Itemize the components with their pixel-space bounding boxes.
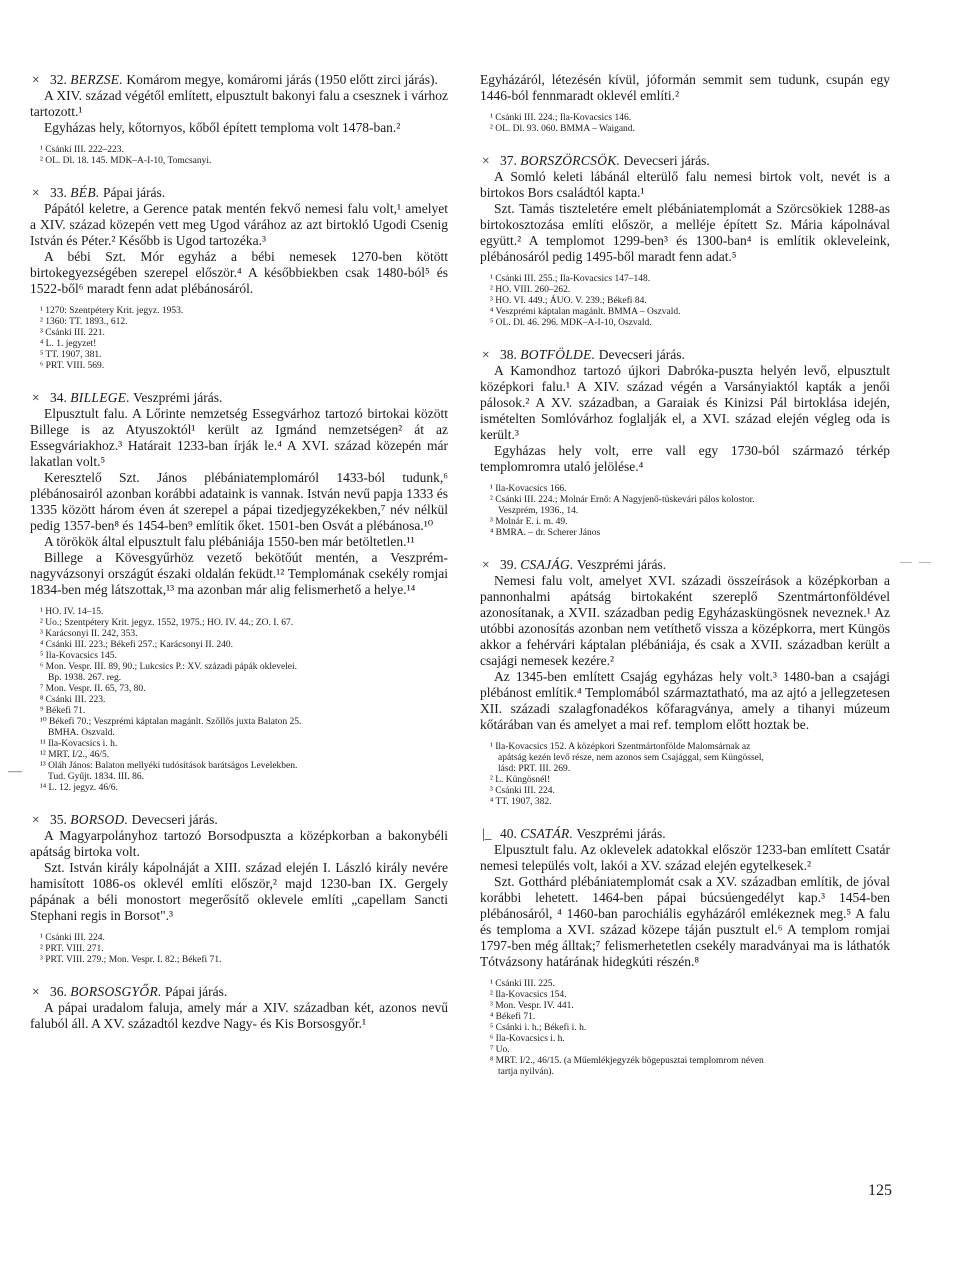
footnote: ¹⁰ Békefi 70.; Veszprémi káptalan magánlt. Szőllős juxta Balaton 25.: [40, 717, 302, 727]
footnote: ² OL. Dl. 18. 145. MDK–A-I-10, Tomcsanyi.: [40, 156, 212, 166]
article-entry: [480, 557, 890, 808]
article-entry: [480, 72, 890, 135]
entry-mark: ×: [32, 185, 40, 200]
footnote: Veszprém, 1936., 14.: [498, 506, 579, 516]
page-number: 125: [868, 1182, 892, 1199]
footnote: ⁸ Csánki III. 223.: [40, 695, 106, 705]
footnotes: [490, 484, 890, 539]
footnotes: [490, 742, 890, 808]
entry-district: Komárom megye, komáromi járás (1950 előtt zirci járás).: [126, 72, 438, 87]
entry-mark: ×: [482, 557, 490, 572]
body-paragraph: A Kamondhoz tartozó újkori Dabróka-puszta helyén levő, elpusztult középkori falu.¹ A XIV. század végén a Varsányiaktól kapták a jenői pálosok.² A XV. században, a Garaiak és Kinizsi Pál birtoklása idején, ismételten Somlóvárhoz foglalják el, a XVI. század elején végleg oda is került.³: [480, 363, 890, 442]
footnote: ¹ Ila-Kovacsics 166.: [490, 484, 567, 494]
footnote: apátság kezén levő része, nem azonos sem Csajággal, sem Küngössel,: [498, 753, 764, 763]
entry-place-name: CSATÁR.: [520, 826, 574, 841]
entry-place-name: CSAJÁG.: [520, 557, 574, 572]
footnote: ¹ Csánki III. 225.: [490, 979, 555, 989]
footnote: ⁴ L. 1. jegyzet!: [40, 339, 97, 349]
footnote: ¹ Csánki III. 224.: [40, 933, 105, 943]
body-paragraph: Billege a Kövesgyűrhöz vezető bekötőút mentén, a Veszprém-nagyvázsonyi országút északi oldalán feküdt.¹² Templomának csekély romjai 1834-ben még látszottak,¹³ ma azonban már alig felismerhető a helye.¹⁴: [30, 550, 448, 597]
footnote: ³ Mon. Vespr. IV. 441.: [490, 1001, 574, 1011]
footnote: ¹ 1270: Szentpétery Krit. jegyz. 1953.: [40, 306, 184, 316]
footnote: ⁴ Békefi 71.: [490, 1012, 536, 1022]
footnote: ¹³ Oláh János: Balaton mellyéki tudósítások barátságos Levelekben.: [40, 761, 298, 771]
entry-mark: ×: [32, 812, 40, 827]
body-paragraph: Az 1345-ben említett Csajág egyházas hely volt.³ 1480-ban a csajági plébánost említik.⁴ Templomából származtatható, ma az ajtó a jellegzetesen XII. századi szalagfonadékos kőfaragványa, amely a tihanyi múzeum kőtárában van és amelyet a mai ref. templom előtt hoztak be.: [480, 669, 890, 732]
body-paragraph: A bébi Szt. Mór egyház a bébi nemesek 1270-ben kötött birtokegyezségében szerepel először.⁴ A későbbiekben csak 1480-ból⁵ és 1522-ből⁶ maradt fenn adat plébánosáról.: [30, 249, 448, 296]
footnote: ⁶ PRT. VIII. 569.: [40, 361, 105, 371]
footnote: ¹ Ila-Kovacsics 152. A középkori Szentmártonfölde Malomsárnak az: [490, 742, 751, 752]
entry-place-name: BORSZÖRCSÖK.: [520, 153, 621, 168]
entry-district: Pápai járás.: [102, 185, 166, 200]
entry-heading: [480, 347, 890, 363]
footnote: ² Uo.; Szentpétery Krit. jegyz. 1552, 1975.; HO. IV. 44.; ZO. I. 67.: [40, 618, 294, 628]
footnotes: [490, 113, 890, 135]
entry-number: 34.: [50, 390, 67, 405]
article-entry: [30, 390, 448, 794]
footnotes: [490, 274, 890, 329]
entry-place-name: BILLEGE.: [70, 390, 131, 405]
footnotes: [40, 933, 448, 966]
body-paragraph: A Somló keleti lábánál elterülő falu nemesi birtok volt, nevét is a birtokos Bors családtól kapta.¹: [480, 169, 890, 200]
body-paragraph: Elpusztult falu. Az oklevelek adatokkal először 1233-ban említett Csatár nemesi település volt, lakói a XV. század elején egytelkesek.²: [480, 842, 890, 873]
entry-heading: [30, 72, 448, 88]
footnote: tartja nyilván).: [498, 1067, 554, 1077]
footnote: Bp. 1938. 267. reg.: [48, 673, 122, 683]
entry-district: Devecseri járás.: [623, 153, 710, 168]
footnote: ² HO. VIII. 260–262.: [490, 285, 571, 295]
footnotes: [40, 306, 448, 372]
entry-place-name: BÉB.: [70, 185, 100, 200]
footnote: ⁴ TT. 1907, 382.: [490, 797, 552, 807]
entry-mark: ×: [482, 153, 490, 168]
entry-heading: [30, 185, 448, 201]
body-paragraph: A törökök által elpusztult falu plébániája 1550-ben már betöltetlen.¹¹: [44, 534, 415, 549]
entry-mark: ×: [32, 72, 40, 87]
entry-district: Veszprémi járás.: [576, 557, 667, 572]
footnote: ¹¹ Ila-Kovacsics i. h.: [40, 739, 118, 749]
entry-place-name: BOTFÖLDE.: [520, 347, 596, 362]
entry-mark: |_: [482, 826, 492, 841]
footnote: ⁵ Csánki i. h.; Békefi i. h.: [490, 1023, 587, 1033]
footnote: ⁵ Ila-Kovacsics 145.: [40, 651, 117, 661]
entry-heading: [480, 557, 890, 573]
article-entry: [480, 347, 890, 539]
footnote: ⁶ Ila-Kovacsics i. h.: [490, 1034, 565, 1044]
footnote: ⁷ Mon. Vespr. II. 65, 73, 80.: [40, 684, 146, 694]
body-paragraph: Pápától keletre, a Gerence patak mentén fekvő nemesi falu volt,¹ amelyet a XIV. század közepén vett meg Ugod várához az azt birtokló Ugodi Csenig István és Péter.² Később is Ugod tartozéka.³: [30, 201, 448, 248]
footnote: ² 1360: TT. 1893., 612.: [40, 317, 128, 327]
footnote: ³ Csánki III. 221.: [40, 328, 105, 338]
body-paragraph: Nemesi falu volt, amelyet XVI. századi összeírások a középkorban a pannonhalmi apátság birtokaként szereplő Szentmártonföldével azonosítanak, a XVII. században pedig Egyházasküngösnek neveznek.¹ Az utóbbi azonosítás azonban nem vetíthető vissza a középkorra, mert Küngös akkor a fehérvári káptalan plébániája, és csak a XVII. században került a csajági nemesek kezére.²: [480, 573, 890, 668]
footnote: ³ PRT. VIII. 279.; Mon. Vespr. I. 82.; Békefi 71.: [40, 955, 222, 965]
footnote: ⁴ BMRA. – dr. Scherer János: [490, 528, 601, 538]
entry-number: 35.: [50, 812, 67, 827]
body-paragraph: Egyházas hely volt, erre vall egy 1730-ból származó térkép templomromra utaló jelölése.⁴: [480, 443, 890, 474]
footnote: ⁵ OL. Dl. 46. 296. MDK–A-I-10, Oszvald.: [490, 318, 652, 328]
footnote: ³ HO. VI. 449.; ÁUO. V. 239.; Békefi 84.: [490, 296, 647, 306]
right-column: [480, 72, 890, 1096]
footnote: ¹⁴ L. 12. jegyz. 46/6.: [40, 783, 118, 793]
body-paragraph: A Magyarpolányhoz tartozó Borsodpuszta a középkorban a bakonybéli apátság birtoka volt.: [30, 828, 448, 859]
footnotes: [40, 145, 448, 167]
article-entry: [30, 984, 448, 1032]
footnote: ¹ Csánki III. 222–223.: [40, 145, 124, 155]
article-entry: [480, 826, 890, 1078]
footnote: ⁵ TT. 1907, 381.: [40, 350, 102, 360]
entry-heading: [480, 153, 890, 169]
footnote: ¹ Csánki III. 255.; Ila-Kovacsics 147–148.: [490, 274, 651, 284]
entry-mark: ×: [32, 390, 40, 405]
footnote: ⁸ MRT. I/2., 46/15. (a Műemlékjegyzék bögepusztai templomrom néven: [490, 1056, 764, 1066]
entry-number: 38.: [500, 347, 517, 362]
footnote: lásd: PRT. III. 269.: [498, 764, 571, 774]
body-paragraph: Keresztelő Szt. János plébániatemplomáról 1433-ból tudunk,⁶ plébánosairól azonban korábbi adataink is vannak. István nevű papja 1333 és 1335 között három éven át szerepel a pápai tizedjegyzékekben,⁷ név nélkül pedig 1357-ben⁸ és 1454-ben⁹ említik őket. 1501-ben Osvát a plébánosa.¹⁰: [30, 470, 448, 533]
body-paragraph: Szt. István király kápolnáját a XIII. század elején I. László király nevére hamisított 1086-os oklevél említi először,² majd 1230-ban IX. Gergely pápának a béli monostort megerősítő oklevele említi „capellam Sancti Stephani regis in Borsot".³: [30, 860, 448, 923]
entry-heading: [30, 390, 448, 406]
entry-place-name: BORSOSGYŐR.: [70, 984, 162, 999]
body-paragraph: Szt. Tamás tiszteletére emelt plébániatemplomát a Szörcsökiek 1288-as birtokosztozása említi először, a melléje épített Sz. Mária kápolnával együtt.² A templomot 1299-ben³ és 1300-ban⁴ is említik okleveleink, plébánosáról pedig 1495-ből maradt fenn adat.⁵: [480, 201, 890, 264]
article-entry: [30, 72, 448, 167]
footnotes: [40, 607, 448, 794]
footnote: ¹ HO. IV. 14–15.: [40, 607, 104, 617]
entry-mark: ×: [482, 347, 490, 362]
margin-mark: —: [8, 764, 22, 779]
footnote: ³ Karácsonyi II. 242, 353.: [40, 629, 138, 639]
footnote: ² OL. Dl. 93. 060. BMMA – Waigand.: [490, 124, 635, 134]
entry-number: 39.: [500, 557, 517, 572]
article-entry: [30, 812, 448, 966]
body-paragraph: Szt. Gotthárd plébániatemplomát csak a XV. században említik, de jóval korábbi lehetett. 1464-ben pápai búcsúengedélyt kap.³ 1454-ben plébánosáról, ⁴ 1460-ban parochiális egyházáról emlékeznek meg.⁵ A falu és temploma a XVI. század közepe táján pusztult el.⁶ A templom romjai 1797-ben még álltak;⁷ felismerhetetlen csekély maradványai ma is láthatók Tótvázsony határának hidegkúti részén.⁸: [480, 874, 890, 969]
body-paragraph: A XIV. század végétől említett, elpusztult bakonyi falu a csesznek i várhoz tartozott.¹: [30, 88, 448, 119]
footnote: ³ Molnár E. i. m. 49.: [490, 517, 568, 527]
margin-mark-right: — —: [900, 554, 933, 568]
footnote: ⁴ Veszprémi káptalan magánlt. BMMA – Oszvald.: [490, 307, 681, 317]
entry-district: Veszprémi járás.: [576, 826, 666, 841]
footnote: BMHA. Oszvald.: [48, 728, 115, 738]
entry-number: 37.: [500, 153, 517, 168]
entry-place-name: BERZSE.: [70, 72, 123, 87]
footnote: ² PRT. VIII. 271.: [40, 944, 104, 954]
entry-district: Veszprémi járás.: [133, 390, 223, 405]
body-paragraph: A pápai uradalom faluja, amely már a XIV. században két, azonos nevű faluból áll. A XV. századtól kezdve Nagy- és Kis Borsosgyőr.¹: [30, 1000, 448, 1031]
entry-district: Pápai járás.: [165, 984, 228, 999]
entry-heading: [30, 812, 448, 828]
footnote: ¹ Csánki III. 224.; Ila-Kovacsics 146.: [490, 113, 632, 123]
entry-district: Devecseri járás.: [598, 347, 685, 362]
footnote: ² L. Küngösnél!: [490, 775, 551, 785]
entry-heading: [30, 984, 448, 1000]
footnote: ³ Csánki III. 224.: [490, 786, 555, 796]
entry-number: 36.: [50, 984, 67, 999]
article-entry: [30, 185, 448, 372]
footnote: ⁹ Békefi 71.: [40, 706, 86, 716]
footnote: ⁴ Csánki III. 223.; Békefi 257.; Karácsonyi II. 240.: [40, 640, 234, 650]
footnote: Tud. Gyűjt. 1834. III. 86.: [48, 772, 144, 782]
footnote: ⁷ Uo.: [490, 1045, 510, 1055]
footnote: ² Ila-Kovacsics 154.: [490, 990, 567, 1000]
entry-place-name: BORSOD.: [70, 812, 129, 827]
entry-number: 32.: [50, 72, 67, 87]
entry-number: 33.: [50, 185, 67, 200]
entry-mark: ×: [32, 984, 40, 999]
body-paragraph: Egyházáról, létezésén kívül, jóformán semmit sem tudunk, csupán egy 1446-ból fennmaradt oklevél említi.²: [480, 72, 890, 103]
body-paragraph: Elpusztult falu. A Lőrinte nemzetség Essegvárhoz tartozó birtokai között Billege is az Atyuszoktól¹ került az Igmánd nemzetségen² át az Essegváriakhoz.³ Határait 1233-ban írják le.⁴ A XVI. század közepén már lakatlan volt.⁵: [30, 406, 448, 469]
article-entry: [480, 153, 890, 329]
entry-heading: [480, 826, 890, 842]
footnotes: [490, 979, 890, 1078]
entry-number: 40.: [500, 826, 517, 841]
footnote: ² Csánki III. 224.; Molnár Ernő: A Nagyjenő-tüskevári pálos kolostor.: [490, 495, 755, 505]
body-paragraph: Egyházas hely, kőtornyos, kőből épített temploma volt 1478-ban.²: [44, 120, 401, 135]
footnote: ⁶ Mon. Vespr. III. 89, 90.; Lukcsics P.: XV. századi pápák oklevelei.: [40, 662, 298, 672]
footnote: ¹² MRT. I/2., 46/5.: [40, 750, 110, 760]
entry-district: Devecseri járás.: [131, 812, 218, 827]
left-column: [30, 72, 448, 1041]
